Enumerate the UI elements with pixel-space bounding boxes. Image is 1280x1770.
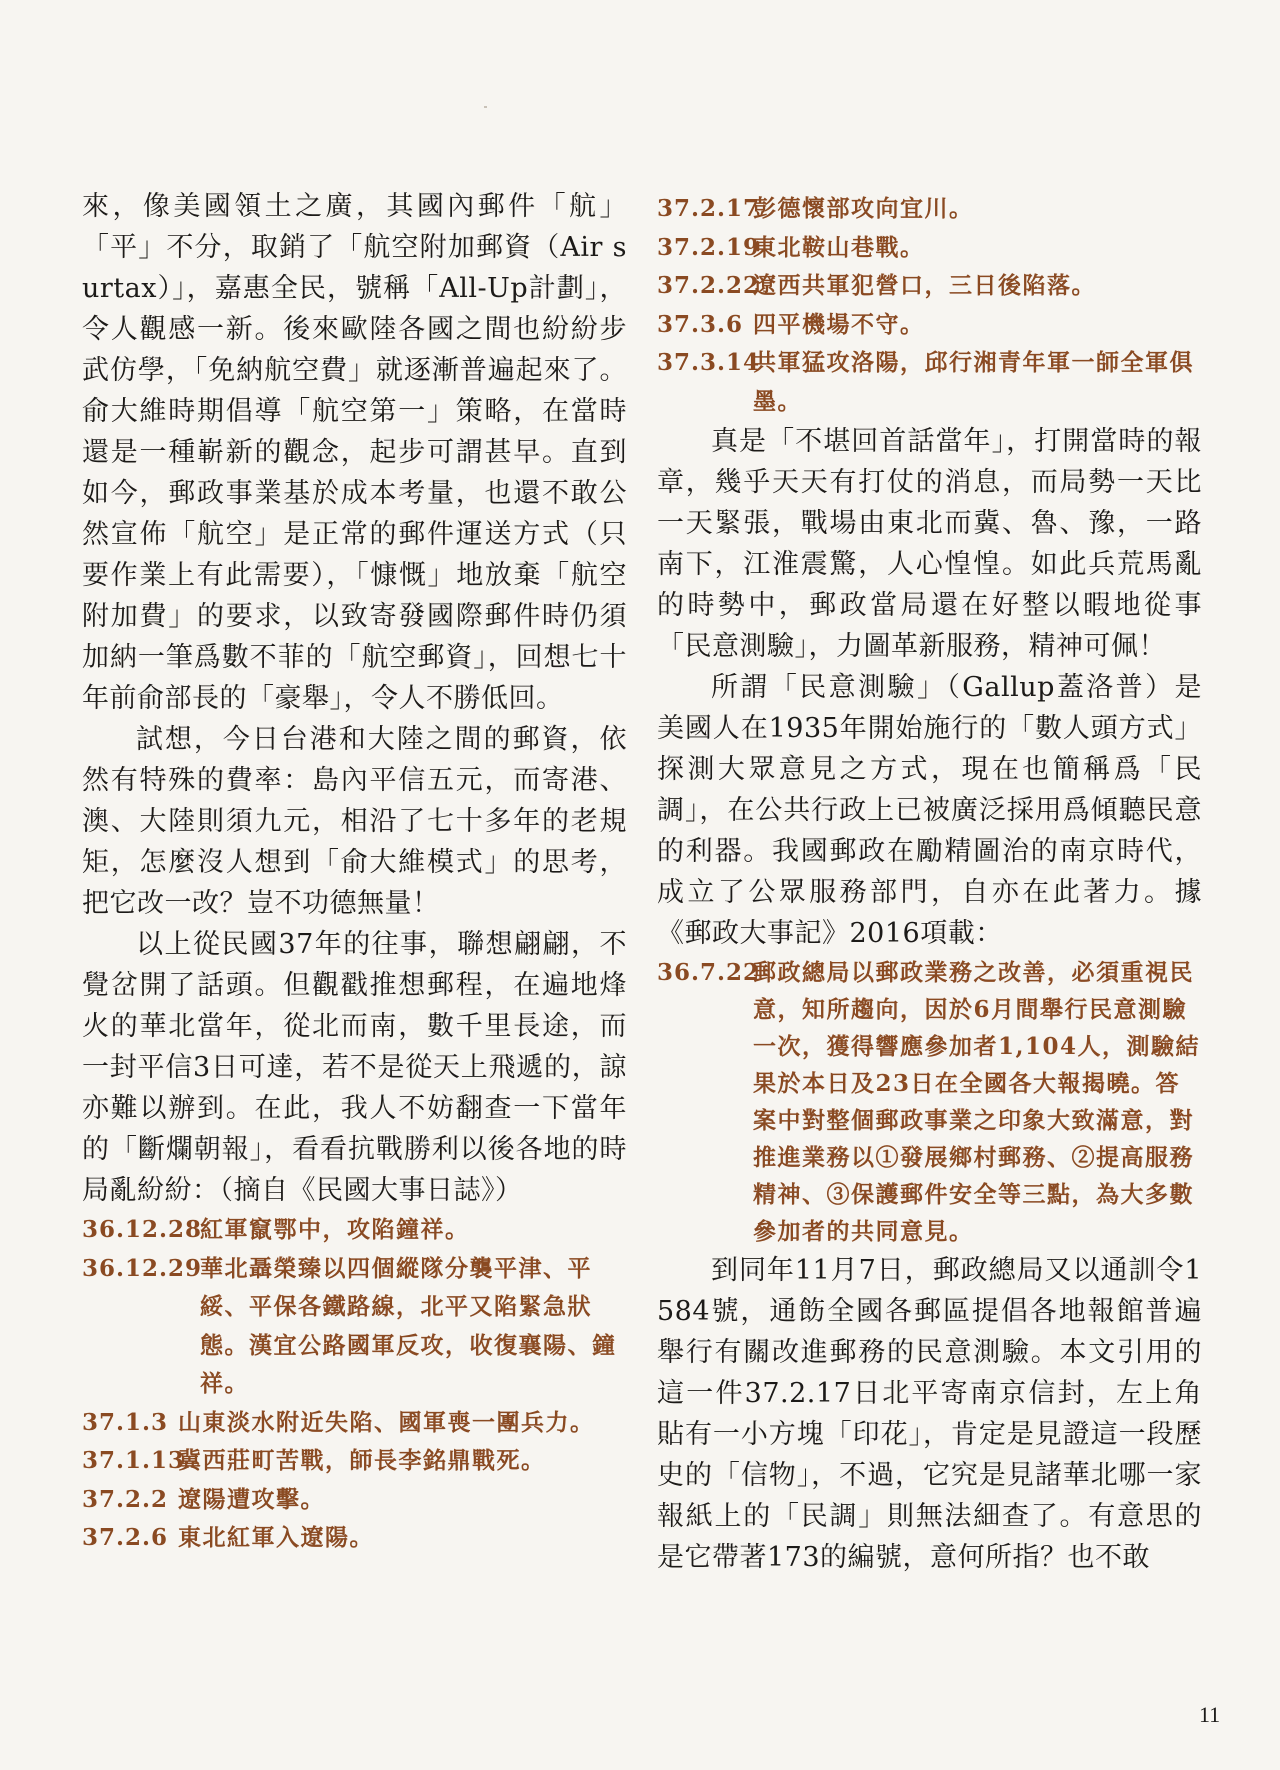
right-paragraph-1: 真是「不堪回首話當年」，打開當時的報章，幾乎天天有打仗的消息，而局勢一天比一天緊張，戰場由東北而冀、魯、豫，一路南下，江淮震驚，人心惶惶。如此兵荒馬亂的時勢中，郵政當局還在好整以暇地從事「民意測驗」，力圖革新服務，精神可佩！ (657, 426, 1202, 662)
event-text: 東北紅軍入遼陽。 (178, 1524, 374, 1551)
left-column (82, 186, 627, 1558)
event-text: 冀西莊町苦戰，師長李銘鼎戰死。 (178, 1447, 546, 1474)
event-date: 36.12.28 (82, 1216, 203, 1243)
event-text: 遼陽遭攻擊。 (178, 1485, 325, 1513)
event-text: 遼西共軍犯營口，三日後陷落。 (753, 272, 1096, 299)
event-text: 東北鞍山巷戰。 (753, 233, 925, 261)
quoted-record-date: 36.7.22 (657, 959, 761, 986)
event-entry (82, 1481, 627, 1520)
event-text: 華北聶榮臻以四個縱隊分襲平津、平綏、平保各鐵路線，北平又陷緊急狀態。漢宜公路國軍反攻，收復襄陽、鐘祥。 (200, 1254, 617, 1397)
event-date: 37.3.6 (657, 310, 744, 338)
right-paragraph-3: 到同年11月7日，郵政總局又以通訓令1584號，通飭全國各郵區提倡各地報館普遍舉行有關改進郵務的民意測驗。本文引用的這一件37.2.17日北平寄南京信封，左上角貼有一小方塊「印花」，肯定是見證這一段歷史的「信物」，不過，它究是見諸華北哪一家報紙上的「民調」則無法細查了。有意思的是它帶著173的編號，意何所指？也不敢 (657, 1255, 1202, 1573)
event-entry (82, 1404, 627, 1443)
event-date: 37.2.17 (657, 195, 761, 222)
event-entry (82, 1211, 627, 1250)
event-date: 37.2.22 (657, 272, 761, 299)
left-event-list (82, 1211, 627, 1558)
event-entry (82, 1442, 627, 1481)
event-text: 紅軍竄鄂中，攻陷鐘祥。 (200, 1216, 470, 1243)
event-date: 37.1.13 (82, 1447, 186, 1474)
left-paragraph-2: 試想，今日台港和大陸之間的郵資，依然有特殊的費率：島內平信五元，而寄港、澳、大陸則須九元，相沿了七十多年的老規矩，怎麼沒人想到「俞大維模式」的思考，把它改一改？豈不功德無量！ (82, 724, 627, 919)
event-entry (657, 344, 1202, 421)
scan-speck (484, 106, 487, 108)
event-entry (657, 306, 1202, 345)
event-date: 37.2.6 (82, 1524, 169, 1551)
event-date: 36.12.29 (82, 1254, 203, 1282)
right-event-list (657, 190, 1202, 421)
event-text: 山東淡水附近失陷、國軍喪一團兵力。 (178, 1408, 595, 1436)
event-entry (82, 1519, 627, 1558)
event-entry (82, 1250, 627, 1404)
quoted-record-text: 郵政總局以郵政業務之改善，必須重視民意，知所趨向，因於6月間舉行民意測驗一次，獲得響應參加者1,104人，測驗結果於本日及23日在全國各大報揭曉。答案中對整個郵政事業之印象大致滿意，對推進業務以①發展鄉村郵務、②提高服務精神、③保護郵件安全等三點，為大多數參加者的共同意見。 (753, 959, 1201, 1245)
event-date: 37.3.14 (657, 349, 761, 376)
left-paragraph-3: 以上從民國37年的往事，聯想翩翩，不覺岔開了話頭。但觀戳推想郵程，在遍地烽火的華北當年，從北而南，數千里長途，而一封平信3日可達，若不是從天上飛遞的，諒亦難以辦到。在此，我人不妨翻查一下當年的「斷爛朝報」，看看抗戰勝利以後各地的時局亂紛紛：（摘自《民國大事日誌》） (82, 929, 627, 1206)
event-entry (657, 267, 1202, 306)
event-text: 共軍猛攻洛陽，邱行湘青年軍一師全軍俱墨。 (753, 349, 1194, 415)
event-entry (657, 190, 1202, 229)
event-date: 37.1.3 (82, 1408, 169, 1436)
quoted-record (657, 954, 1202, 1250)
event-entry (657, 229, 1202, 268)
event-text: 四平機場不守。 (753, 310, 925, 338)
event-date: 37.2.2 (82, 1485, 169, 1513)
event-date: 37.2.19 (657, 233, 761, 261)
left-paragraph-1: 來，像美國領土之廣，其國內郵件「航」「平」不分，取銷了「航空附加郵資（Air surtax）」，嘉惠全民，號稱「All-Up計劃」，令人觀感一新。後來歐陸各國之間也紛紛步武仿學，「免納航空費」就逐漸普遍起來了。俞大維時期倡導「航空第一」策略，在當時還是一種嶄新的觀念，起步可謂甚早。直到如今，郵政事業基於成本考量，也還不敢公然宣佈「航空」是正常的郵件運送方式（只要作業上有此需要），「慷慨」地放棄「航空附加費」的要求，以致寄發國際郵件時仍須加納一筆爲數不菲的「航空郵資」，回想七十年前俞部長的「豪舉」，令人不勝低回。 (82, 191, 627, 714)
page-number: 11 (1199, 1702, 1221, 1727)
right-column (657, 190, 1202, 1578)
event-text: 彭德懷部攻向宜川。 (753, 195, 974, 222)
right-paragraph-2: 所謂「民意測驗」（Gallup蓋洛普）是美國人在1935年開始施行的「數人頭方式」探測大眾意見之方式，現在也簡稱爲「民調」，在公共行政上已被廣泛採用爲傾聽民意的利器。我國郵政在勵精圖治的南京時代，成立了公眾服務部門，自亦在此著力。據《郵政大事記》2016項載： (657, 672, 1202, 949)
